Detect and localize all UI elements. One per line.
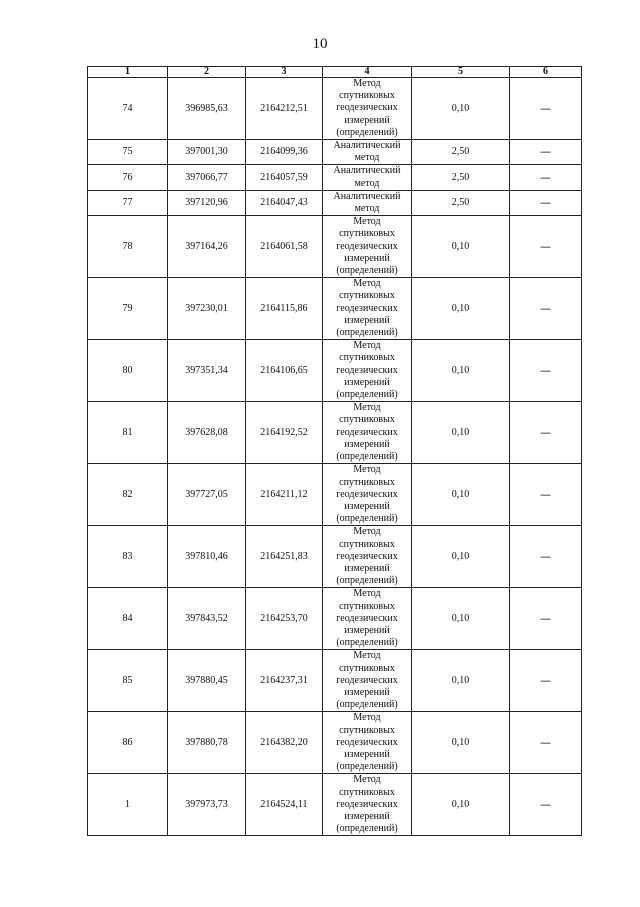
y-coordinate-cell: 2164253,70 bbox=[246, 588, 323, 650]
accuracy-cell: 0,10 bbox=[412, 402, 510, 464]
accuracy-cell: 0,10 bbox=[412, 464, 510, 526]
x-coordinate-cell: 397628,08 bbox=[168, 402, 246, 464]
x-coordinate-cell: 397230,01 bbox=[168, 278, 246, 340]
accuracy-cell: 0,10 bbox=[412, 650, 510, 712]
table-row bbox=[88, 712, 582, 774]
y-coordinate-cell: 2164047,43 bbox=[246, 190, 323, 215]
point-number-cell: 78 bbox=[88, 216, 168, 278]
x-coordinate-cell: 397351,34 bbox=[168, 340, 246, 402]
method-cell: Метод спутниковых геодезических измерений (определений) bbox=[323, 774, 412, 836]
method-cell: Метод спутниковых геодезических измерений (определений) bbox=[323, 650, 412, 712]
note-cell: — bbox=[510, 402, 582, 464]
point-number-cell: 81 bbox=[88, 402, 168, 464]
accuracy-cell: 0,10 bbox=[412, 526, 510, 588]
y-coordinate-cell: 2164212,51 bbox=[246, 78, 323, 140]
accuracy-cell: 0,10 bbox=[412, 278, 510, 340]
table-row bbox=[88, 165, 582, 190]
accuracy-cell: 0,10 bbox=[412, 774, 510, 836]
x-coordinate-cell: 397066,77 bbox=[168, 165, 246, 190]
table-row bbox=[88, 216, 582, 278]
method-cell: Метод спутниковых геодезических измерений (определений) bbox=[323, 340, 412, 402]
point-number-cell: 77 bbox=[88, 190, 168, 215]
note-cell: — bbox=[510, 216, 582, 278]
x-coordinate-cell: 396985,63 bbox=[168, 78, 246, 140]
table-row bbox=[88, 78, 582, 140]
y-coordinate-cell: 2164192,52 bbox=[246, 402, 323, 464]
header-col-1: 1 bbox=[88, 67, 168, 78]
note-cell: — bbox=[510, 78, 582, 140]
method-cell: Метод спутниковых геодезических измерений (определений) bbox=[323, 216, 412, 278]
note-cell: — bbox=[510, 165, 582, 190]
table-header-row bbox=[88, 67, 582, 78]
y-coordinate-cell: 2164099,36 bbox=[246, 140, 323, 165]
note-cell: — bbox=[510, 526, 582, 588]
x-coordinate-cell: 397880,78 bbox=[168, 712, 246, 774]
point-number-cell: 76 bbox=[88, 165, 168, 190]
x-coordinate-cell: 397973,73 bbox=[168, 774, 246, 836]
accuracy-cell: 2,50 bbox=[412, 190, 510, 215]
header-col-5: 5 bbox=[412, 67, 510, 78]
point-number-cell: 79 bbox=[88, 278, 168, 340]
accuracy-cell: 2,50 bbox=[412, 140, 510, 165]
table-row bbox=[88, 278, 582, 340]
note-cell: — bbox=[510, 774, 582, 836]
table-row bbox=[88, 526, 582, 588]
table-row bbox=[88, 140, 582, 165]
y-coordinate-cell: 2164211,12 bbox=[246, 464, 323, 526]
x-coordinate-cell: 397810,46 bbox=[168, 526, 246, 588]
accuracy-cell: 0,10 bbox=[412, 216, 510, 278]
table-row bbox=[88, 464, 582, 526]
method-cell: Аналитический метод bbox=[323, 190, 412, 215]
accuracy-cell: 0,10 bbox=[412, 340, 510, 402]
method-cell: Метод спутниковых геодезических измерений (определений) bbox=[323, 464, 412, 526]
note-cell: — bbox=[510, 140, 582, 165]
method-cell: Метод спутниковых геодезических измерений (определений) bbox=[323, 402, 412, 464]
note-cell: — bbox=[510, 278, 582, 340]
y-coordinate-cell: 2164115,86 bbox=[246, 278, 323, 340]
y-coordinate-cell: 2164061,58 bbox=[246, 216, 323, 278]
method-cell: Метод спутниковых геодезических измерений (определений) bbox=[323, 78, 412, 140]
point-number-cell: 80 bbox=[88, 340, 168, 402]
header-col-3: 3 bbox=[246, 67, 323, 78]
note-cell: — bbox=[510, 340, 582, 402]
note-cell: — bbox=[510, 650, 582, 712]
note-cell: — bbox=[510, 464, 582, 526]
note-cell: — bbox=[510, 588, 582, 650]
accuracy-cell: 0,10 bbox=[412, 78, 510, 140]
note-cell: — bbox=[510, 712, 582, 774]
accuracy-cell: 2,50 bbox=[412, 165, 510, 190]
x-coordinate-cell: 397880,45 bbox=[168, 650, 246, 712]
header-col-4: 4 bbox=[323, 67, 412, 78]
method-cell: Метод спутниковых геодезических измерений (определений) bbox=[323, 712, 412, 774]
y-coordinate-cell: 2164382,20 bbox=[246, 712, 323, 774]
method-cell: Метод спутниковых геодезических измерений (определений) bbox=[323, 278, 412, 340]
method-cell: Метод спутниковых геодезических измерений (определений) bbox=[323, 588, 412, 650]
y-coordinate-cell: 2164106,65 bbox=[246, 340, 323, 402]
header-col-6: 6 bbox=[510, 67, 582, 78]
point-number-cell: 83 bbox=[88, 526, 168, 588]
table-row bbox=[88, 402, 582, 464]
x-coordinate-cell: 397843,52 bbox=[168, 588, 246, 650]
table-body bbox=[88, 78, 582, 836]
note-cell: — bbox=[510, 190, 582, 215]
point-number-cell: 75 bbox=[88, 140, 168, 165]
method-cell: Метод спутниковых геодезических измерений (определений) bbox=[323, 526, 412, 588]
table-row bbox=[88, 650, 582, 712]
y-coordinate-cell: 2164237,31 bbox=[246, 650, 323, 712]
x-coordinate-cell: 397164,26 bbox=[168, 216, 246, 278]
y-coordinate-cell: 2164524,11 bbox=[246, 774, 323, 836]
point-number-cell: 74 bbox=[88, 78, 168, 140]
x-coordinate-cell: 397001,30 bbox=[168, 140, 246, 165]
point-number-cell: 1 bbox=[88, 774, 168, 836]
table-row bbox=[88, 190, 582, 215]
point-number-cell: 85 bbox=[88, 650, 168, 712]
method-cell: Аналитический метод bbox=[323, 140, 412, 165]
point-number-cell: 82 bbox=[88, 464, 168, 526]
page-number: 10 bbox=[312, 36, 328, 52]
y-coordinate-cell: 2164251,83 bbox=[246, 526, 323, 588]
y-coordinate-cell: 2164057,59 bbox=[246, 165, 323, 190]
accuracy-cell: 0,10 bbox=[412, 588, 510, 650]
point-number-cell: 86 bbox=[88, 712, 168, 774]
accuracy-cell: 0,10 bbox=[412, 712, 510, 774]
x-coordinate-cell: 397120,96 bbox=[168, 190, 246, 215]
table-row bbox=[88, 774, 582, 836]
table-row bbox=[88, 340, 582, 402]
header-col-2: 2 bbox=[168, 67, 246, 78]
point-number-cell: 84 bbox=[88, 588, 168, 650]
method-cell: Аналитический метод bbox=[323, 165, 412, 190]
coordinates-table bbox=[87, 66, 582, 836]
table-row bbox=[88, 588, 582, 650]
x-coordinate-cell: 397727,05 bbox=[168, 464, 246, 526]
